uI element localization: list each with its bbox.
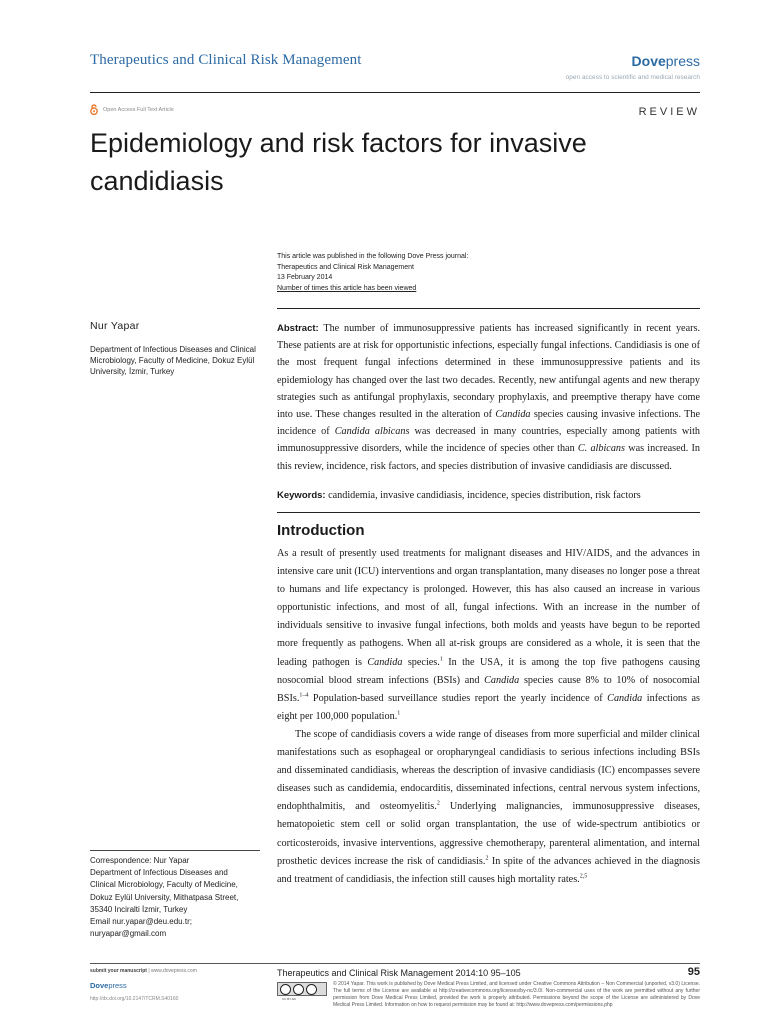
footer-publisher-logo[interactable] bbox=[90, 981, 127, 990]
correspondence-email[interactable]: Email nur.yapar@deu.edu.tr; bbox=[90, 917, 192, 927]
reference-citation[interactable]: 1–4 bbox=[299, 692, 309, 699]
abstract-text: was increased. In this review, incidence, risk factors, and species distribution of invasive candidiasis are discussed. bbox=[277, 443, 700, 472]
cc-nc-icon bbox=[306, 984, 317, 995]
introduction-body bbox=[277, 545, 700, 889]
publication-note-date: 13 February 2014 bbox=[277, 274, 333, 281]
abstract-text: species causing invasive infections. The incidence of bbox=[277, 409, 700, 438]
submit-manuscript-link[interactable] bbox=[90, 968, 197, 974]
footer-citation: Therapeutics and Clinical Risk Management 2014:10 95–105 bbox=[277, 968, 521, 978]
abstract-italic: C. albicans bbox=[577, 443, 625, 455]
submit-url: | www.dovepress.com bbox=[146, 968, 197, 974]
submit-label: submit your manuscript bbox=[90, 968, 147, 974]
abstract-italic: Candida albicans bbox=[334, 426, 410, 438]
keywords-label: Keywords: bbox=[277, 490, 326, 501]
article-title: Epidemiology and risk factors for invasive candidiasis bbox=[90, 128, 587, 196]
body-text: As a result of presently used treatments for malignant diseases and HIV/AIDS, and the advances in intensive care unit (ICU) interventions and organ transplantation, many diseases no longer pose a threat to humans and life expectancy is prolonged. However, this has also caused an increase in various opportunistic infections, and most of all, fungal infections. With an increase in the number of individuals sensitive to invasive fungal infections, both molds and yeasts have begun to be reported more frequently as pathogens. When all at-risk groups are considered as a whole, it is seen that the leading pathogen is bbox=[277, 548, 700, 668]
body-text: infections as eight per 100,000 population. bbox=[277, 692, 700, 722]
correspondence-line: Department of Infectious Diseases and bbox=[90, 868, 228, 878]
correspondence-divider bbox=[90, 850, 260, 851]
header-divider bbox=[90, 92, 700, 93]
cc-circle-icon bbox=[280, 984, 291, 995]
abstract bbox=[277, 320, 700, 475]
abstract-label: Abstract: bbox=[277, 323, 319, 334]
introduction-paragraph-1 bbox=[277, 545, 700, 726]
body-text: In spite of the advances achieved in the diagnosis and treatment of candidiasis, the infection still causes high mortality rates. bbox=[277, 855, 700, 885]
cc-license-label: CC BY-NC bbox=[282, 997, 297, 1001]
cc-by-icon bbox=[293, 984, 304, 995]
correspondence-block bbox=[90, 855, 270, 940]
abstract-text: The number of immunosuppressive patients has increased significantly in recent years. These patients are at risk for opportunistic infections, especially fungal infections. Candidiasis is one of the most frequent fungal infections determined in these immunosuppressive patients and its epidemiology has changed over the last two decades. Recently, new antifungal agents and new therapy strategies such as antifungal prophylaxis, secondary prophylaxis, and preemptive therapy have come into use. These changes resulted in the alteration of bbox=[277, 323, 700, 421]
open-access-lock-icon bbox=[90, 104, 98, 115]
reference-citation[interactable]: 2,5 bbox=[579, 873, 588, 880]
footer-logo-bold: Dove bbox=[90, 981, 109, 990]
correspondence-line: Correspondence: Nur Yapar bbox=[90, 856, 190, 865]
article-type: REVIEW bbox=[638, 106, 700, 118]
correspondence-line: 35340 Inciralti İzmir, Turkey bbox=[90, 904, 188, 914]
journal-name[interactable]: Therapeutics and Clinical Risk Management bbox=[90, 52, 362, 68]
correspondence-line: Clinical Microbiology, Faculty of Medicine, bbox=[90, 880, 238, 890]
open-access-badge bbox=[90, 104, 174, 115]
body-text: Population-based surveillance studies report the yearly incidence of bbox=[308, 692, 608, 704]
reference-citation[interactable]: 1 bbox=[397, 710, 401, 717]
reference-citation[interactable]: 1 bbox=[439, 656, 443, 663]
page-number: 95 bbox=[687, 966, 700, 978]
keywords-divider bbox=[277, 512, 700, 513]
author-name: Nur Yapar bbox=[90, 320, 140, 332]
reference-citation[interactable]: 2 bbox=[485, 855, 489, 862]
keywords-text: candidemia, invasive candidiasis, incidence, species distribution, risk factors bbox=[325, 490, 641, 501]
section-heading-introduction: Introduction bbox=[277, 522, 365, 539]
publication-note-line: This article was published in the following Dove Press journal: bbox=[277, 253, 469, 260]
body-text: In the USA, it is among the top five pathogens causing nosocomial blood stream infections (BSIs) and bbox=[277, 656, 700, 686]
introduction-paragraph-2 bbox=[277, 726, 700, 889]
publisher-tagline: open access to scientific and medical research bbox=[565, 74, 700, 81]
correspondence-line: Dokuz Eylül University, Mithatpasa Street, bbox=[90, 892, 239, 902]
license-text: © 2014 Yapar. This work is published by Dove Medical Press Limited, and licensed under Creative Commons Attribution – Non Commercial (unported, v3.0) License. The full terms of the License are available at http://creativecommons.org/licenses/by-nc/3.0/. Non-commercial uses of the work are permitted without any further permission from Dove Medical Press Limited, provided the work is properly attributed. Permissions beyond the scope of the License are administered by Dove Medical Press Limited. Information on how to request permission may be found at: http://www.dovepress.com/permissions.php bbox=[333, 981, 700, 1008]
body-italic: Candida bbox=[484, 674, 520, 686]
footer-logo-light: press bbox=[108, 981, 127, 990]
body-italic: Candida bbox=[607, 692, 643, 704]
footer-divider bbox=[90, 963, 700, 964]
body-text: species. bbox=[402, 656, 440, 668]
publisher-logo[interactable] bbox=[632, 53, 700, 69]
body-text: Underlying malignancies, immunosuppressive diseases, hematopoietic stem cell or solid organ transplantation, the use of wide-spectrum antibiotics or corticosteroids, invasive interventions, aggressive chemotherapy, parenteral alimentation, and internal prosthetic devices increase the risk of candidiasis. bbox=[277, 801, 700, 867]
keywords bbox=[277, 487, 700, 504]
body-text: The scope of candidiasis covers a wide range of diseases from more superficial and milder clinical manifestations such as esophageal or oropharyngeal candidiasis to serious infections including BSIs and disseminated candidiasis, whereas the description of invasive candidiasis (IC) encompasses severe diseases such as candidemia, endocarditis, disseminated infections, central nervous system infections, endophthalmitis, and osteomyelitis. bbox=[277, 728, 700, 813]
open-access-label: Open Access Full Text Article bbox=[103, 106, 174, 113]
author-affiliation: Department of Infectious Diseases and Clinical Microbiology, Faculty of Medicine, Dokuz Eylül University, İzmir, Turkey bbox=[90, 345, 256, 376]
body-italic: Candida bbox=[367, 656, 403, 668]
body-text: species cause 8% to 10% of nosocomial BSIs. bbox=[277, 674, 700, 704]
doi-link[interactable]: http://dx.doi.org/10.2147/TCRM.S40160 bbox=[90, 996, 179, 1002]
publication-note-journal: Therapeutics and Clinical Risk Management bbox=[277, 263, 414, 271]
reference-citation[interactable]: 2 bbox=[436, 800, 440, 807]
publisher-logo-bold: Dove bbox=[631, 53, 666, 69]
abstract-text: was decreased in many countries, especially among patients with immunosuppressive disorders, while the incidence of species other than bbox=[277, 426, 701, 455]
creative-commons-icon[interactable] bbox=[277, 982, 327, 996]
abstract-italic: Candida bbox=[495, 409, 531, 421]
views-link[interactable]: Number of times this article has been viewed bbox=[277, 284, 417, 292]
title-divider bbox=[277, 308, 700, 309]
correspondence-email[interactable]: nuryapar@gmail.com bbox=[90, 929, 167, 939]
publisher-logo-light: press bbox=[665, 53, 700, 69]
publication-note bbox=[277, 252, 468, 294]
